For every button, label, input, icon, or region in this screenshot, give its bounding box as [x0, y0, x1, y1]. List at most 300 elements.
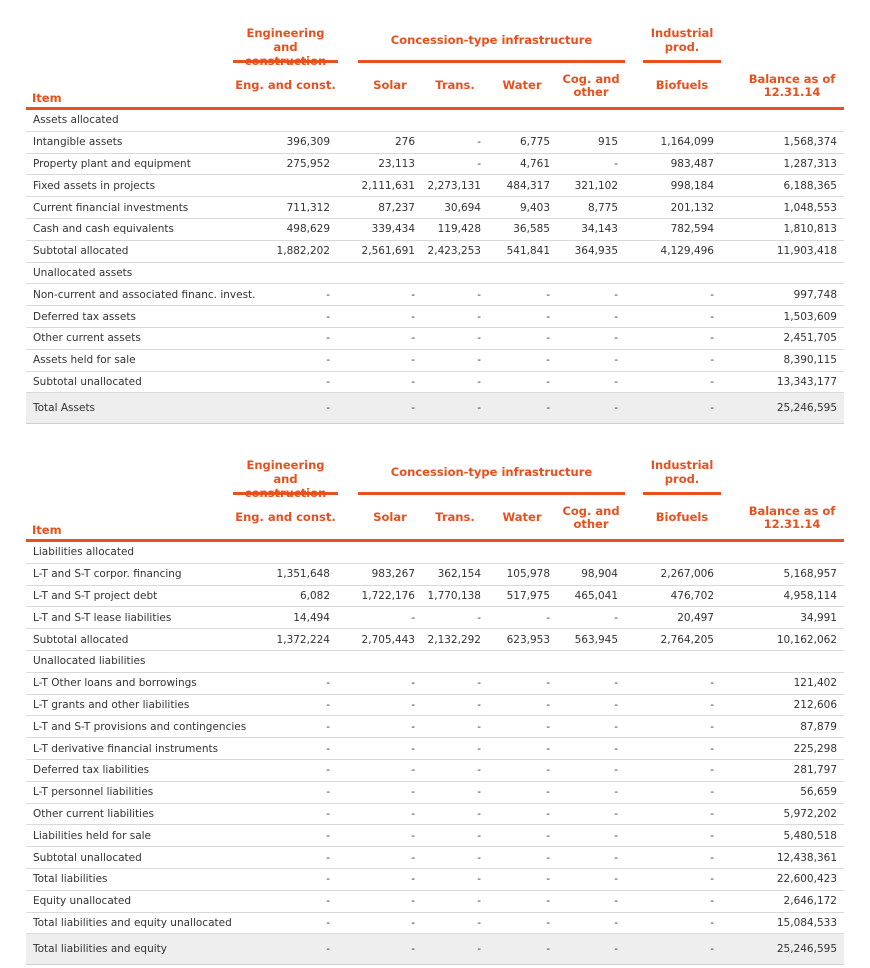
cell-trans: -	[477, 136, 481, 149]
cell-water: 623,953	[506, 633, 550, 646]
cell-eng-const: -	[326, 310, 330, 323]
cell-eng-const: -	[326, 829, 330, 842]
cell-eng-const: -	[326, 895, 330, 908]
cell-eng-const: -	[326, 288, 330, 301]
cell-cog: -	[614, 310, 618, 323]
cell-water: -	[546, 332, 550, 345]
total-row	[26, 393, 844, 424]
cell-eng-const: -	[326, 375, 330, 388]
row-label: L-T and S-T corpor. financing	[33, 568, 182, 581]
cell-trans: -	[477, 157, 481, 170]
table-row	[26, 760, 844, 782]
cell-eng-const: 275,952	[286, 157, 330, 170]
cell-biofuels: -	[710, 698, 714, 711]
cell-trans: -	[477, 742, 481, 755]
cell-solar: -	[411, 310, 415, 323]
row-label: Total liabilities and equity	[33, 943, 167, 956]
row-label: Deferred tax assets	[33, 310, 136, 323]
group-underline-concession	[358, 492, 625, 495]
total-row	[26, 934, 844, 965]
col-header-biofuels: Biofuels	[655, 78, 709, 92]
cell-eng-const: -	[326, 742, 330, 755]
cell-trans: 2,132,292	[427, 633, 481, 646]
table-row	[26, 154, 844, 176]
row-label: Subtotal allocated	[33, 245, 129, 258]
row-label: L-T and S-T lease liabilities	[33, 611, 172, 624]
row-label: Liabilities held for sale	[33, 829, 152, 842]
cell-balance: 121,402	[793, 677, 837, 690]
cell-trans: -	[477, 786, 481, 799]
cell-cog: 364,935	[574, 245, 618, 258]
cell-solar: -	[411, 402, 415, 415]
cell-water: -	[546, 943, 550, 956]
cell-cog: -	[614, 742, 618, 755]
cell-biofuels: 476,702	[670, 589, 714, 602]
cell-eng-const: -	[326, 916, 330, 929]
cell-eng-const: -	[326, 698, 330, 711]
cell-water: -	[546, 354, 550, 367]
cell-balance: 5,168,957	[783, 568, 837, 581]
cell-balance: 281,797	[793, 764, 837, 777]
cell-balance: 212,606	[793, 698, 837, 711]
cell-balance: 2,646,172	[783, 895, 837, 908]
cell-water: 105,978	[506, 568, 550, 581]
cell-water: -	[546, 288, 550, 301]
col-header-eng-const: Eng. and const.	[235, 510, 336, 524]
cell-solar: 276	[394, 136, 415, 149]
cell-water: -	[546, 698, 550, 711]
group-header-concession: Concession-type infrastructure	[390, 465, 593, 479]
cell-solar: -	[411, 895, 415, 908]
group-header-industrial: Industrial prod.	[650, 26, 714, 54]
cell-water: -	[546, 873, 550, 886]
cell-trans: -	[477, 354, 481, 367]
cell-trans: -	[477, 807, 481, 820]
row-label: Subtotal unallocated	[33, 851, 142, 864]
cell-cog: 465,041	[574, 589, 618, 602]
cell-solar: -	[411, 611, 415, 624]
row-label: L-T derivative financial instruments	[33, 742, 219, 755]
cell-trans: 362,154	[437, 568, 481, 581]
cell-eng-const: 14,494	[293, 611, 330, 624]
cell-biofuels: -	[710, 807, 714, 820]
table-row	[26, 219, 844, 241]
row-label: Fixed assets in projects	[33, 179, 156, 192]
cell-eng-const: 1,882,202	[276, 245, 330, 258]
cell-trans: -	[477, 916, 481, 929]
cell-eng-const: 1,351,648	[276, 568, 330, 581]
cell-solar: -	[411, 786, 415, 799]
cell-water: 517,975	[506, 589, 550, 602]
cell-eng-const: -	[326, 786, 330, 799]
cell-solar: -	[411, 873, 415, 886]
cell-water: 36,585	[513, 223, 550, 236]
cell-solar: -	[411, 288, 415, 301]
cell-balance: 22,600,423	[776, 873, 837, 886]
cell-trans: -	[477, 375, 481, 388]
cell-biofuels: -	[710, 332, 714, 345]
row-label: Other current assets	[33, 332, 141, 345]
cell-solar: -	[411, 354, 415, 367]
cell-water: 484,317	[506, 179, 550, 192]
cell-balance: 13,343,177	[776, 375, 837, 388]
cell-eng-const: -	[326, 332, 330, 345]
cell-eng-const: -	[326, 354, 330, 367]
cell-trans: -	[477, 851, 481, 864]
row-label: Subtotal unallocated	[33, 375, 142, 388]
col-header-eng-const: Eng. and const.	[235, 78, 336, 92]
row-label: Subtotal allocated	[33, 633, 129, 646]
table-row	[26, 825, 844, 847]
section-row	[26, 263, 844, 285]
cell-trans: -	[477, 720, 481, 733]
row-label: Unallocated liabilities	[33, 655, 146, 668]
cell-balance: 225,298	[793, 742, 837, 755]
cell-balance: 997,748	[793, 288, 837, 301]
cell-trans: -	[477, 288, 481, 301]
cell-eng-const: -	[326, 943, 330, 956]
cell-biofuels: -	[710, 873, 714, 886]
col-header-solar: Solar	[373, 510, 407, 524]
table-row	[26, 306, 844, 328]
table-row	[26, 241, 844, 263]
table-row	[26, 586, 844, 608]
row-label: Intangible assets	[33, 136, 123, 149]
row-label: Unallocated assets	[33, 266, 133, 279]
group-underline-eng	[233, 60, 338, 63]
group-header-eng: Engineering and	[246, 26, 325, 54]
section-row	[26, 110, 844, 132]
col-header-item: Item	[32, 91, 62, 105]
cell-cog: -	[614, 807, 618, 820]
cell-trans: -	[477, 402, 481, 415]
col-header-balance: Balance as of 12.31.14	[748, 504, 836, 531]
cell-biofuels: -	[710, 916, 714, 929]
cell-biofuels: -	[710, 375, 714, 388]
cell-trans: 119,428	[437, 223, 481, 236]
group-underline-eng	[233, 492, 338, 495]
cell-water: -	[546, 895, 550, 908]
cell-cog: -	[614, 895, 618, 908]
cell-biofuels: -	[710, 402, 714, 415]
row-label: Deferred tax liabilities	[33, 764, 150, 777]
cell-biofuels: -	[710, 354, 714, 367]
cell-balance: 6,188,365	[783, 179, 837, 192]
cell-cog: -	[614, 829, 618, 842]
cell-eng-const: -	[326, 807, 330, 820]
col-header-balance: Balance as of 12.31.14	[748, 72, 836, 99]
cell-cog: -	[614, 764, 618, 777]
cell-water: -	[546, 742, 550, 755]
cell-cog: -	[614, 720, 618, 733]
row-label: L-T grants and other liabilities	[33, 698, 190, 711]
cell-cog: -	[614, 288, 618, 301]
cell-cog: -	[614, 873, 618, 886]
table-row	[26, 284, 844, 306]
cell-balance: 1,568,374	[783, 136, 837, 149]
cell-biofuels: -	[710, 720, 714, 733]
cell-water: 6,775	[519, 136, 550, 149]
cell-biofuels: 782,594	[670, 223, 714, 236]
table-row	[26, 328, 844, 350]
col-header-cog: Cog. and other	[562, 504, 620, 531]
section-row	[26, 651, 844, 673]
cell-water: -	[546, 402, 550, 415]
cell-cog: -	[614, 332, 618, 345]
cell-cog: -	[614, 786, 618, 799]
group-underline-industrial	[643, 60, 721, 63]
cell-solar: -	[411, 851, 415, 864]
cell-water: -	[546, 720, 550, 733]
section-row	[26, 542, 844, 564]
cell-eng-const: -	[326, 873, 330, 886]
col-header-biofuels: Biofuels	[655, 510, 709, 524]
table-row	[26, 716, 844, 738]
row-label: Cash and cash equivalents	[33, 223, 174, 236]
cell-trans: -	[477, 611, 481, 624]
cell-trans: 2,423,253	[427, 245, 481, 258]
cell-trans: -	[477, 764, 481, 777]
cell-solar: 2,561,691	[361, 245, 415, 258]
table-row	[26, 869, 844, 891]
cell-balance: 34,991	[800, 611, 837, 624]
cell-water: -	[546, 851, 550, 864]
col-header-solar: Solar	[373, 78, 407, 92]
cell-cog: -	[614, 157, 618, 170]
cell-eng-const: -	[326, 677, 330, 690]
table-row	[26, 804, 844, 826]
row-label: Liabilities allocated	[33, 546, 135, 559]
cell-water: -	[546, 829, 550, 842]
col-header-cog: Cog. and other	[562, 72, 620, 99]
table-row	[26, 132, 844, 154]
cell-cog: 563,945	[574, 633, 618, 646]
row-label: Total liabilities	[33, 873, 108, 886]
cell-water: -	[546, 916, 550, 929]
row-label: L-T and S-T provisions and contingencies	[33, 720, 247, 733]
cell-eng-const: 1,372,224	[276, 633, 330, 646]
cell-eng-const: 6,082	[299, 589, 330, 602]
cell-cog: -	[614, 677, 618, 690]
liabilities-table-body	[26, 542, 844, 965]
cell-eng-const: -	[326, 720, 330, 733]
cell-balance: 1,810,813	[783, 223, 837, 236]
col-header-water: Water	[502, 510, 542, 524]
group-underline-concession	[358, 60, 625, 63]
cell-balance: 87,879	[800, 720, 837, 733]
cell-biofuels: -	[710, 829, 714, 842]
cell-water: 4,761	[519, 157, 550, 170]
col-header-item: Item	[32, 523, 62, 537]
cell-water: -	[546, 375, 550, 388]
cell-biofuels: 1,164,099	[660, 136, 714, 149]
table-row	[26, 738, 844, 760]
cell-water: -	[546, 677, 550, 690]
assets-table-header	[26, 0, 844, 110]
cell-solar: 2,111,631	[361, 179, 415, 192]
cell-balance: 10,162,062	[776, 633, 837, 646]
table-row	[26, 629, 844, 651]
cell-balance: 4,958,114	[783, 589, 837, 602]
cell-solar: 23,113	[378, 157, 415, 170]
cell-balance: 8,390,115	[783, 354, 837, 367]
cell-biofuels: -	[710, 786, 714, 799]
table-row	[26, 175, 844, 197]
cell-solar: -	[411, 698, 415, 711]
assets-table-body	[26, 110, 844, 424]
cell-trans: -	[477, 895, 481, 908]
cell-water: -	[546, 611, 550, 624]
cell-solar: -	[411, 375, 415, 388]
cell-solar: -	[411, 720, 415, 733]
group-underline-industrial	[643, 492, 721, 495]
cell-eng-const: -	[326, 851, 330, 864]
cell-solar: 339,434	[371, 223, 415, 236]
cell-solar: 2,705,443	[361, 633, 415, 646]
cell-trans: -	[477, 310, 481, 323]
row-label: Current financial investments	[33, 201, 189, 214]
cell-balance: 12,438,361	[776, 851, 837, 864]
table-row	[26, 564, 844, 586]
row-label: Assets allocated	[33, 114, 119, 127]
cell-trans: 1,770,138	[427, 589, 481, 602]
cell-balance: 15,084,533	[776, 916, 837, 929]
cell-cog: -	[614, 698, 618, 711]
cell-biofuels: -	[710, 677, 714, 690]
row-label: Assets held for sale	[33, 354, 136, 367]
row-label: L-T Other loans and borrowings	[33, 677, 197, 690]
row-label: Non-current and associated financ. invest.	[33, 288, 256, 301]
cell-solar: 983,267	[371, 568, 415, 581]
cell-solar: -	[411, 916, 415, 929]
cell-trans: -	[477, 873, 481, 886]
cell-biofuels: 4,129,496	[660, 245, 714, 258]
cell-solar: -	[411, 807, 415, 820]
group-header-industrial: Industrial prod.	[650, 458, 714, 486]
col-header-trans: Trans.	[435, 78, 475, 92]
cell-biofuels: -	[710, 764, 714, 777]
cell-biofuels: 2,267,006	[660, 568, 714, 581]
cell-trans: -	[477, 829, 481, 842]
table-row	[26, 782, 844, 804]
row-label: L-T personnel liabilities	[33, 786, 154, 799]
cell-biofuels: -	[710, 895, 714, 908]
cell-eng-const: 396,309	[286, 136, 330, 149]
cell-balance: 5,972,202	[783, 807, 837, 820]
cell-trans: -	[477, 332, 481, 345]
table-row	[26, 372, 844, 394]
cell-trans: -	[477, 943, 481, 956]
cell-biofuels: 998,184	[670, 179, 714, 192]
row-label: Other current liabilities	[33, 807, 155, 820]
cell-solar: 87,237	[378, 201, 415, 214]
row-label: L-T and S-T project debt	[33, 589, 158, 602]
cell-balance: 2,451,705	[783, 332, 837, 345]
row-label: Total liabilities and equity unallocated	[33, 916, 232, 929]
cell-solar: -	[411, 677, 415, 690]
cell-cog: -	[614, 375, 618, 388]
cell-biofuels: -	[710, 742, 714, 755]
cell-eng-const: 711,312	[286, 201, 330, 214]
table-row	[26, 350, 844, 372]
cell-balance: 25,246,595	[776, 943, 837, 956]
table-row	[26, 607, 844, 629]
cell-biofuels: -	[710, 288, 714, 301]
cell-cog: -	[614, 611, 618, 624]
cell-water: 541,841	[506, 245, 550, 258]
group-header-eng: Engineering and	[246, 458, 325, 486]
table-row	[26, 847, 844, 869]
cell-solar: -	[411, 332, 415, 345]
cell-cog: 321,102	[574, 179, 618, 192]
cell-eng-const: -	[326, 764, 330, 777]
cell-cog: 98,904	[581, 568, 618, 581]
cell-water: -	[546, 807, 550, 820]
cell-solar: -	[411, 764, 415, 777]
cell-cog: 8,775	[587, 201, 618, 214]
cell-biofuels: 2,764,205	[660, 633, 714, 646]
table-row	[26, 673, 844, 695]
cell-biofuels: 20,497	[677, 611, 714, 624]
cell-cog: -	[614, 354, 618, 367]
cell-balance: 1,287,313	[783, 157, 837, 170]
cell-cog: 34,143	[581, 223, 618, 236]
col-header-trans: Trans.	[435, 510, 475, 524]
cell-eng-const: -	[326, 402, 330, 415]
table-row	[26, 913, 844, 935]
cell-balance: 25,246,595	[776, 402, 837, 415]
col-header-water: Water	[502, 78, 542, 92]
cell-biofuels: -	[710, 310, 714, 323]
liabilities-table-header	[26, 432, 844, 542]
cell-water: -	[546, 764, 550, 777]
cell-trans: -	[477, 698, 481, 711]
cell-biofuels: 201,132	[670, 201, 714, 214]
cell-water: -	[546, 310, 550, 323]
cell-eng-const: 498,629	[286, 223, 330, 236]
cell-cog: -	[614, 402, 618, 415]
group-header-concession: Concession-type infrastructure	[390, 33, 593, 47]
liabilities-table	[26, 432, 844, 965]
cell-trans: 2,273,131	[427, 179, 481, 192]
cell-biofuels: -	[710, 851, 714, 864]
cell-trans: -	[477, 677, 481, 690]
cell-biofuels: 983,487	[670, 157, 714, 170]
cell-solar: -	[411, 943, 415, 956]
cell-solar: -	[411, 742, 415, 755]
cell-solar: -	[411, 829, 415, 842]
cell-cog: -	[614, 851, 618, 864]
cell-solar: 1,722,176	[361, 589, 415, 602]
cell-balance: 56,659	[800, 786, 837, 799]
cell-biofuels: -	[710, 943, 714, 956]
cell-balance: 1,048,553	[783, 201, 837, 214]
row-label: Equity unallocated	[33, 895, 131, 908]
cell-balance: 5,480,518	[783, 829, 837, 842]
cell-trans: 30,694	[444, 201, 481, 214]
table-row	[26, 197, 844, 219]
cell-cog: -	[614, 916, 618, 929]
cell-balance: 11,903,418	[776, 245, 837, 258]
assets-table	[26, 0, 844, 424]
cell-cog: -	[614, 943, 618, 956]
cell-water: -	[546, 786, 550, 799]
cell-balance: 1,503,609	[783, 310, 837, 323]
cell-cog: 915	[597, 136, 618, 149]
table-row	[26, 695, 844, 717]
cell-water: 9,403	[519, 201, 550, 214]
row-label: Property plant and equipment	[33, 157, 191, 170]
